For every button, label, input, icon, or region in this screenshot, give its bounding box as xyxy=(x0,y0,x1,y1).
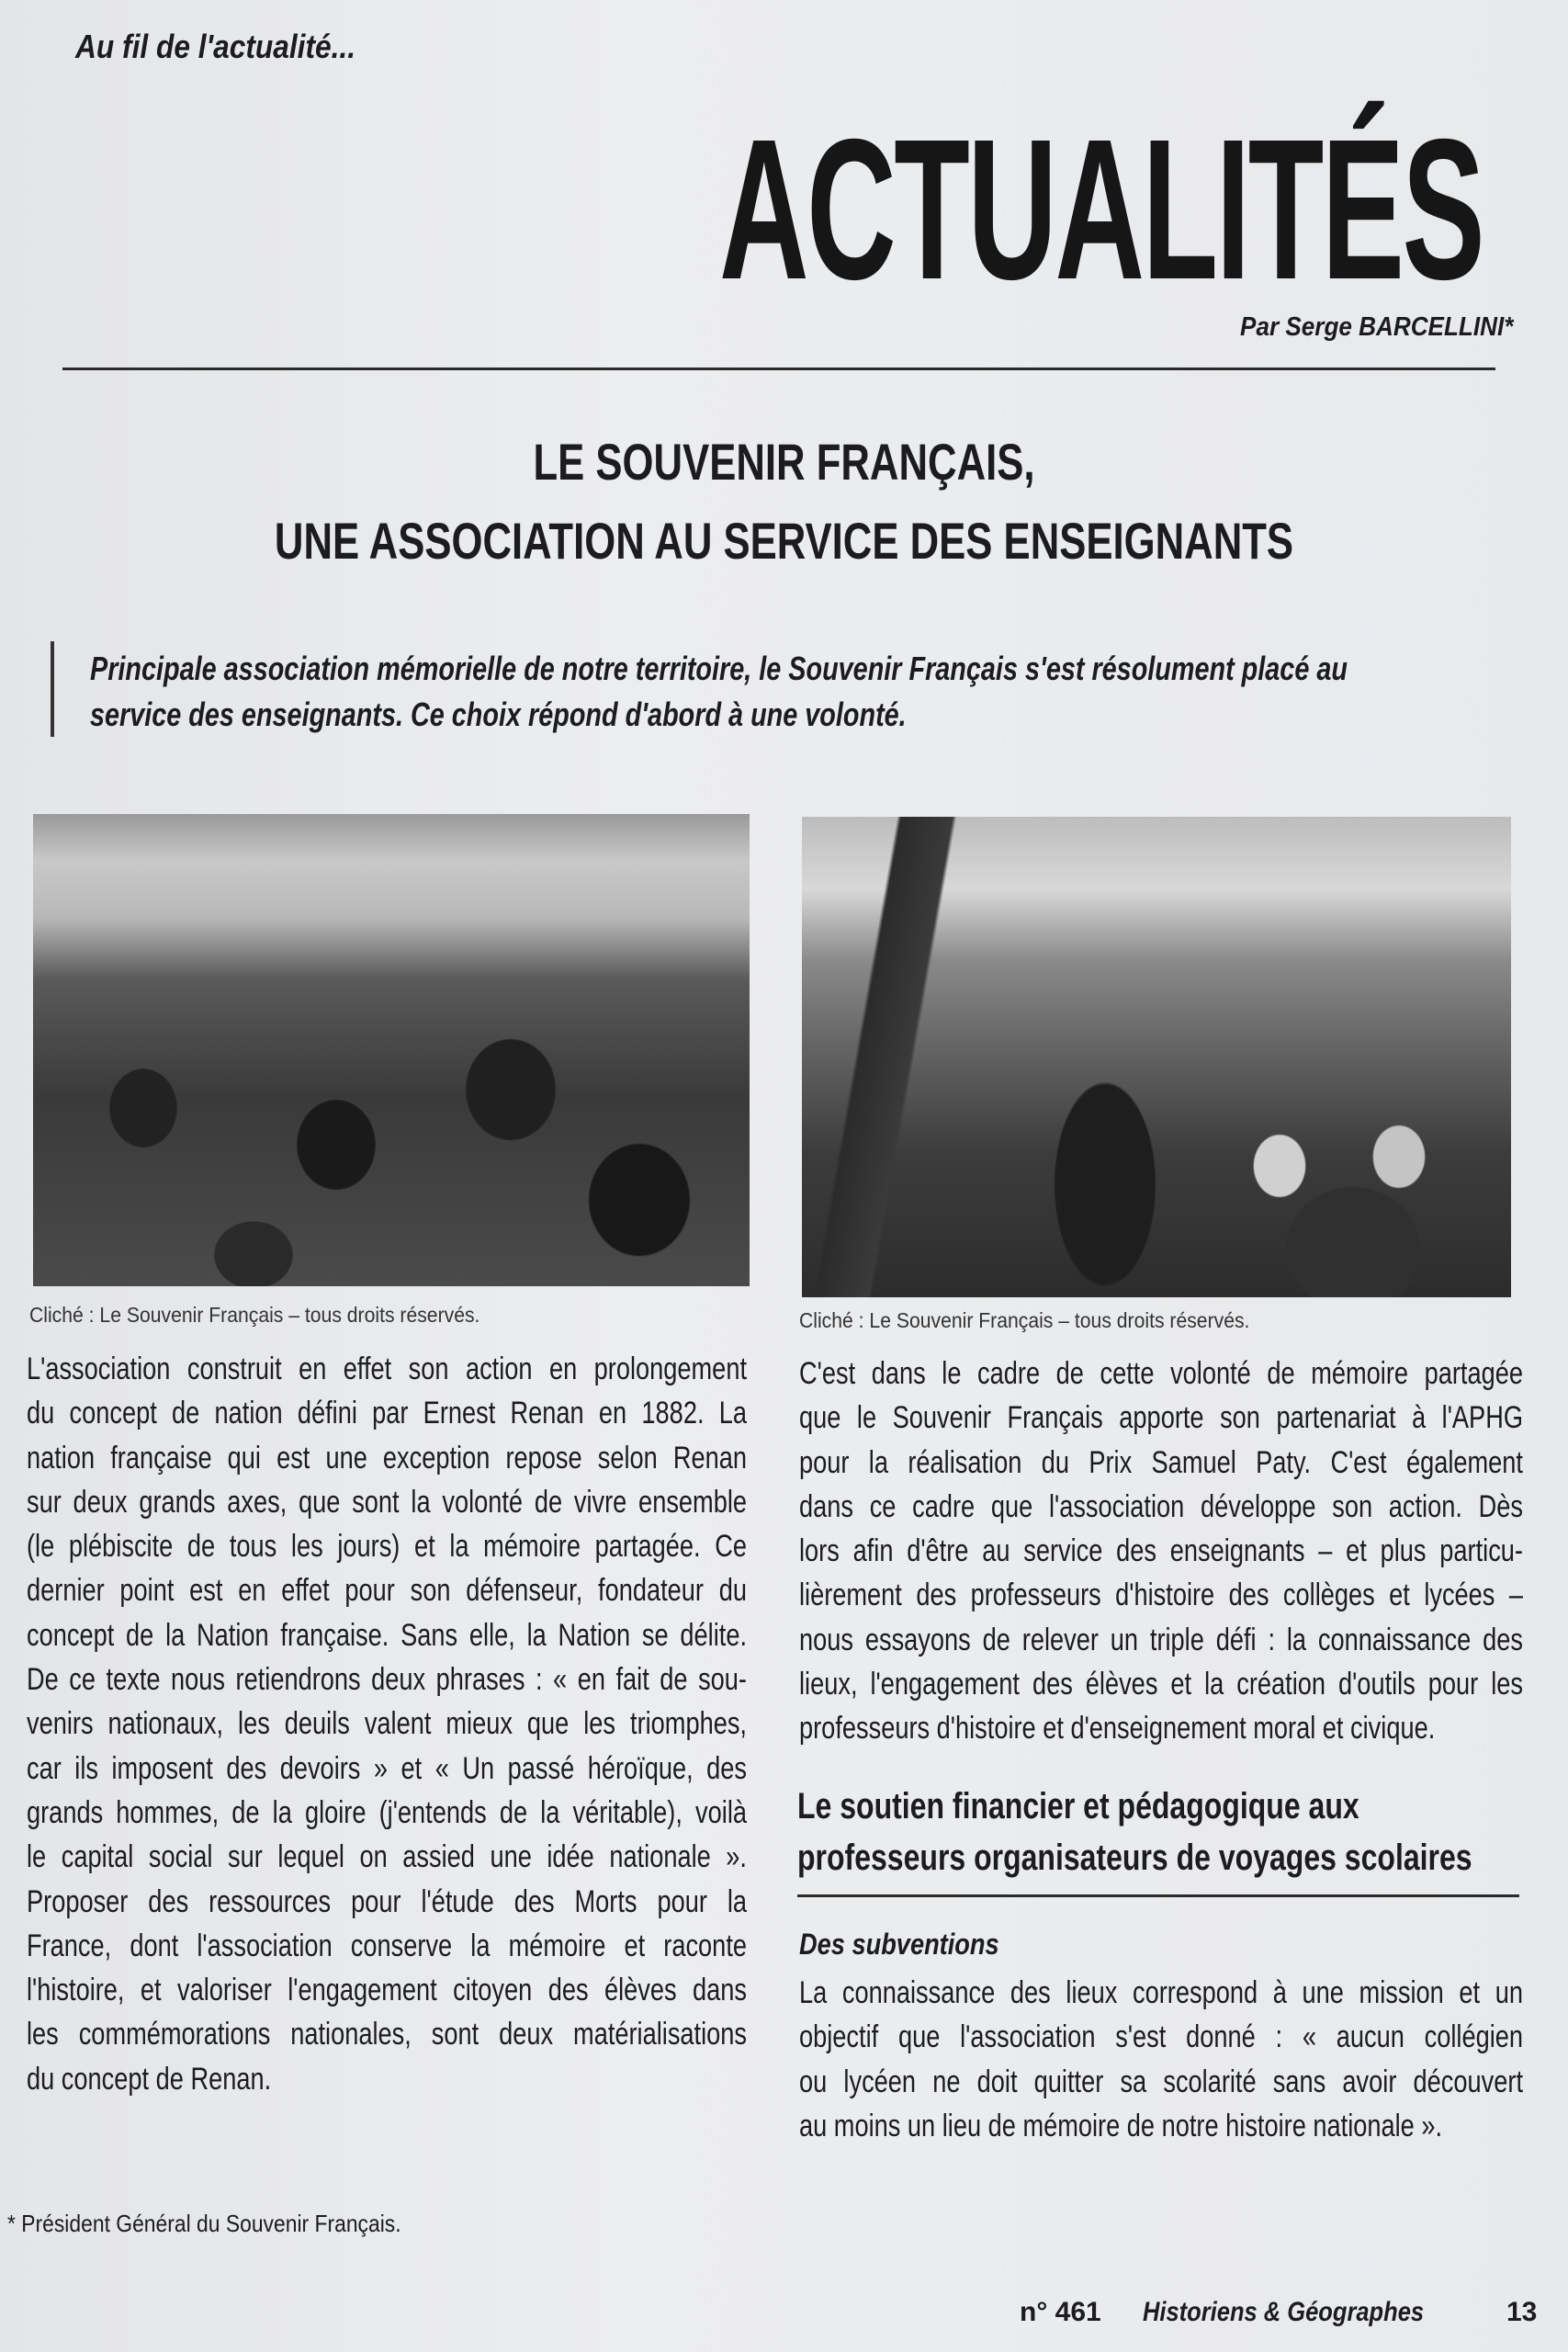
right-column-text xyxy=(799,1351,1523,1751)
lead-line: Principale association mémorielle de notre territoire, le Souvenir Français s'est résolument placé au xyxy=(90,650,1348,687)
article-lead xyxy=(90,646,1523,738)
subsection-text xyxy=(799,1971,1523,2148)
text-line: France, dont l'association conserve la mémoire et raconte xyxy=(27,1928,747,1963)
text-line: les commémorations nationales, sont deux matérialisations xyxy=(27,2017,747,2052)
text-line: lieux, l'engagement des élèves et la création d'outils pour les xyxy=(799,1667,1523,1702)
text-line: venirs nationaux, les deuils valent mieux que les triomphes, xyxy=(27,1706,747,1742)
text-line: pour la réalisation du Prix Samuel Paty. C'est également xyxy=(799,1444,1523,1480)
photo-caption: Cliché : Le Souvenir Français – tous droits réservés. xyxy=(799,1308,1250,1332)
lead-quote-bar xyxy=(51,641,54,737)
photo-ceremony-audience xyxy=(33,814,750,1286)
left-column-text xyxy=(27,1347,747,2101)
text-line: objectif que l'association s'est donné : « aucun collégien xyxy=(799,2019,1523,2055)
text-line: lièrement des professeurs d'histoire des collèges et lycées – xyxy=(799,1577,1523,1613)
text-line: La connaissance des lieux correspond à une mission et un xyxy=(799,1975,1523,2010)
section-title: ACTUALITÉS xyxy=(719,98,1483,322)
text-line: De ce texte nous retiendrons deux phrases : « en fait de sou- xyxy=(27,1662,747,1698)
header-divider xyxy=(62,368,1495,370)
text-line: que le Souvenir Français apporte son partenariat à l'APHG xyxy=(799,1400,1523,1436)
photo-flag-ceremony xyxy=(802,817,1511,1297)
text-line: C'est dans le cadre de cette volonté de mémoire partagée xyxy=(799,1356,1523,1391)
text-line: nous essayons de relever un triple défi : la connaissance des xyxy=(799,1622,1523,1657)
author-byline: Par Serge BARCELLINI* xyxy=(1239,312,1513,342)
text-line: du concept de Renan. xyxy=(27,2061,272,2097)
text-line: l'histoire, et valoriser l'engagement citoyen des élèves dans xyxy=(27,1973,747,2008)
text-line: dans ce cadre que l'association développe son action. Dès xyxy=(799,1488,1523,1524)
text-line: du concept de nation défini par Ernest Renan en 1882. La xyxy=(27,1396,747,1431)
text-line: sur deux grands axes, que sont la volonté de vivre ensemble xyxy=(27,1484,747,1520)
text-line: au moins un lieu de mémoire de notre histoire nationale ». xyxy=(799,2108,1443,2143)
text-line: (le plébiscite de tous les jours) et la mémoire partagée. Ce xyxy=(27,1529,747,1565)
text-line: le capital social sur lequel on assied une idée nationale ». xyxy=(27,1839,747,1875)
footnote: * Président Général du Souvenir Français. xyxy=(7,2210,401,2237)
magazine-name: Historiens & Géographes xyxy=(1143,2297,1425,2327)
title-line: UNE ASSOCIATION AU SERVICE DES ENSEIGNANTS xyxy=(274,512,1294,570)
subsection-title: Des subventions xyxy=(799,1928,999,1961)
subheading-divider xyxy=(797,1894,1519,1897)
text-line: L'association construit en effet son action en prolongement xyxy=(27,1351,747,1386)
text-line: concept de la Nation française. Sans elle, la Nation se délite. xyxy=(27,1617,747,1653)
section-kicker: Au fil de l'actualité... xyxy=(75,28,356,65)
subheading xyxy=(797,1781,1472,1883)
text-line: professeurs d'histoire et d'enseignement moral et civique. xyxy=(799,1711,1436,1747)
text-line: Proposer des ressources pour l'étude des Morts pour la xyxy=(27,1883,747,1919)
text-line: lors afin d'être au service des enseignants – et plus particu- xyxy=(799,1533,1523,1569)
text-line: dernier point est en effet pour son défenseur, fondateur du xyxy=(27,1573,747,1609)
subheading-line: Le soutien financier et pédagogique aux xyxy=(797,1786,1359,1826)
photo-caption: Cliché : Le Souvenir Français – tous droits réservés. xyxy=(29,1303,480,1327)
subheading-line: professeurs organisateurs de voyages scolaires xyxy=(797,1838,1472,1878)
text-line: grands hommes, de la gloire (j'entends de la véritable), voilà xyxy=(27,1794,747,1830)
article-title xyxy=(0,423,1568,581)
title-line: LE SOUVENIR FRANÇAIS, xyxy=(533,433,1035,491)
text-line: ou lycéen ne doit quitter sa scolarité sans avoir découvert xyxy=(799,2064,1523,2099)
text-line: nation française qui est une exception repose selon Renan xyxy=(27,1440,747,1476)
text-line: car ils imposent des devoirs » et « Un passé héroïque, des xyxy=(27,1750,747,1786)
page-number: 13 xyxy=(1506,2297,1538,2327)
lead-line: service des enseignants. Ce choix répond d'abord à une volonté. xyxy=(90,695,907,733)
issue-number: n° 461 xyxy=(1020,2297,1101,2327)
